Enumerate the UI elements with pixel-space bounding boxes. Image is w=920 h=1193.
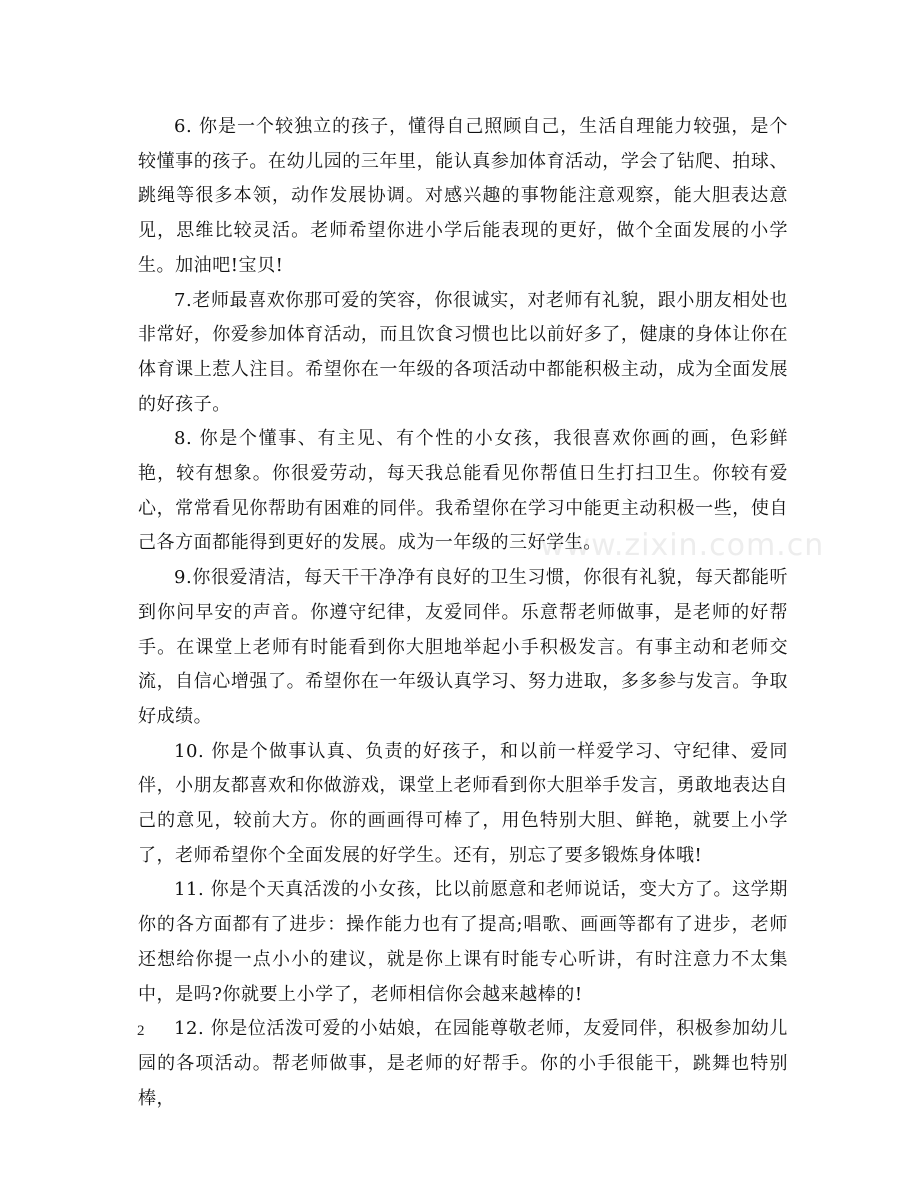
paragraph-7: 7.老师最喜欢你那可爱的笑容，你很诚实，对老师有礼貌，跟小朋友相处也非常好，你爱参加体育活动，而且饮食习惯也比以前好多了，健康的身体让你在体育课上惹人注目。希望你在一年级的各项活动中都能积极主动，成为全面发展的好孩子。 (138, 289, 788, 415)
watermark: www.zixin.com.cn (540, 528, 825, 563)
paragraph-10: 10. 你是个做事认真、负责的好孩子，和以前一样爱学习、守纪律、爱同伴，小朋友都喜欢和你做游戏，课堂上老师看到你大胆举手发言，勇敢地表达自己的意见，较前大方。你的画画得可棒了，用色特别大胆、鲜艳，就要上小学了，老师希望你个全面发展的好学生。还有，别忘了要多锻炼身体哦! (138, 740, 788, 866)
document-body (138, 110, 788, 1116)
page-number: 2 (137, 1023, 145, 1039)
paragraph-11: 11. 你是个天真活泼的小女孩，比以前愿意和老师说话，变大方了。这学期你的各方面都有了进步：操作能力也有了提高;唱歌、画画等都有了进步，老师还想给你提一点小小的建议，就是你上课有时能专心听讲，有时注意力不太集中，是吗?你就要上小学了，老师相信你会越来越棒的! (138, 879, 788, 1005)
paragraph-8: 8. 你是个懂事、有主见、有个性的小女孩，我很喜欢你画的画，色彩鲜艳，较有想象。你很爱劳动，每天我总能看见你帮值日生打扫卫生。你较有爱心，常常看见你帮助有困难的同伴。我希望你在学习中能更主动积极一些，使自己各方面都能得到更好的发展。成为一年级的三好学生。 (138, 428, 788, 554)
paragraph-12: 12. 你是位活泼可爱的小姑娘，在园能尊敬老师，友爱同伴，积极参加幼儿园的各项活动。帮老师做事，是老师的好帮手。你的小手很能干，跳舞也特别棒， (138, 1018, 788, 1109)
paragraph-9: 9.你很爱清洁，每天干干净净有良好的卫生习惯，你很有礼貌，每天都能听到你问早安的声音。你遵守纪律，友爱同伴。乐意帮老师做事，是老师的好帮手。在课堂上老师有时能看到你大胆地举起小手积极发言。有事主动和老师交流，自信心增强了。希望你在一年级认真学习、努力进取，多多参与发言。争取好成绩。 (138, 567, 788, 727)
paragraph-6: 6. 你是一个较独立的孩子，懂得自己照顾自己，生活自理能力较强，是个较懂事的孩子。在幼儿园的三年里，能认真参加体育活动，学会了钻爬、拍球、跳绳等很多本领，动作发展协调。对感兴趣的事物能注意观察，能大胆表达意见，思维比较灵活。老师希望你进小学后能表现的更好，做个全面发展的小学生。加油吧!宝贝! (138, 116, 788, 276)
